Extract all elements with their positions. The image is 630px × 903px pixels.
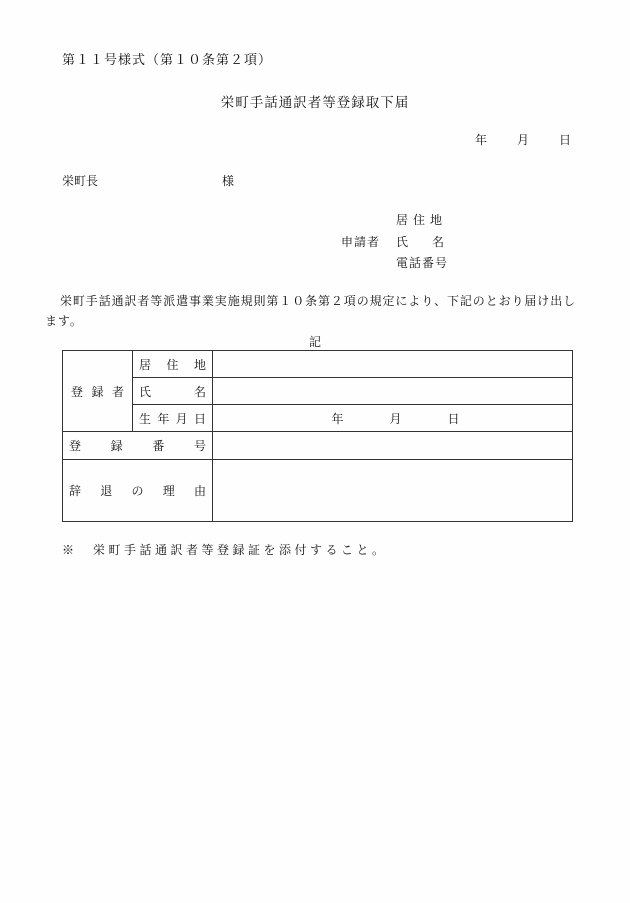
reg-number-char: 登	[69, 439, 82, 453]
birth-label-cell	[133, 405, 213, 432]
birth-year-label: 年	[331, 411, 344, 426]
registrant-char: 録	[91, 384, 104, 399]
birth-char: 年	[157, 411, 170, 426]
reg-number-label-cell	[63, 432, 213, 460]
applicant-address-label: 居住地	[396, 213, 448, 227]
body-text: 栄町手話通訳者等派遣事業実施規則第１０条第２項の規定により、下記のとおり届け出します。	[45, 294, 577, 328]
name-label-cell	[133, 378, 213, 405]
document-title: 栄町手話通訳者等登録取下届	[220, 95, 410, 111]
date-month: 月	[517, 133, 530, 147]
address-field[interactable]	[213, 351, 573, 378]
reg-number-char: 録	[110, 439, 123, 453]
ki-heading: 記	[308, 335, 321, 349]
name-field[interactable]	[213, 378, 573, 405]
reason-char: 辞	[69, 484, 82, 498]
address-char: 居	[139, 357, 152, 372]
address-label-cell	[133, 351, 213, 378]
applicant-phone-label: 電話番号	[396, 256, 449, 270]
reason-char: 由	[193, 484, 206, 498]
reg-number-char: 号	[193, 439, 206, 453]
submission-date	[475, 131, 571, 148]
reg-number-field[interactable]	[213, 432, 573, 460]
applicant-name-label: 氏 名	[396, 235, 445, 249]
date-year: 年	[475, 133, 488, 147]
date-day: 日	[559, 133, 572, 147]
reg-number-char: 番	[152, 439, 165, 453]
reason-field[interactable]	[213, 460, 573, 522]
honorific: 様	[222, 174, 235, 188]
birth-month-label: 月	[389, 411, 402, 426]
address-char: 住	[166, 357, 179, 372]
registrant-label-cell	[63, 351, 133, 432]
birth-char: 日	[193, 411, 206, 426]
registration-table	[62, 350, 573, 522]
form-number: 第１１号様式（第１０条第２項）	[62, 53, 273, 68]
registrant-char: 登	[71, 384, 84, 399]
name-char: 名	[193, 384, 206, 399]
attachment-note: ※ 栄町手話通訳者等登録証を添付すること。	[62, 543, 388, 557]
address-char: 地	[193, 357, 206, 372]
registrant-char: 者	[111, 384, 124, 399]
birth-char: 生	[139, 411, 152, 426]
birth-day-label: 日	[447, 411, 460, 426]
reason-char: の	[131, 484, 144, 498]
addressee: 栄町長	[62, 174, 99, 188]
birth-char: 月	[175, 411, 188, 426]
reason-char: 退	[100, 484, 113, 498]
reason-label-cell	[63, 460, 213, 522]
birth-date-field[interactable]	[213, 405, 573, 432]
name-char: 氏	[139, 384, 152, 399]
applicant-label: 申請者	[341, 235, 381, 249]
reason-char: 理	[162, 484, 175, 498]
